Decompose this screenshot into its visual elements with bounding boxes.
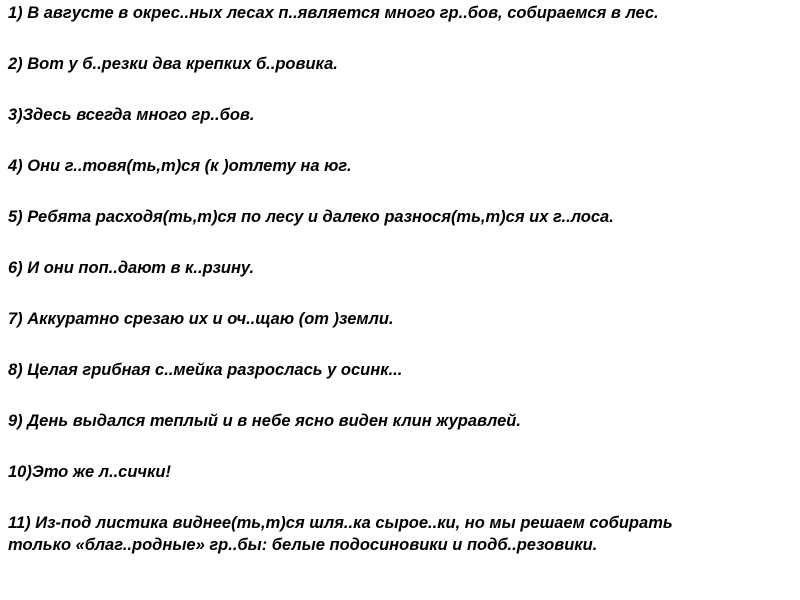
sentence-7: 7) Аккуратно срезаю их и оч..щаю (от )земли. (8, 310, 394, 328)
sentence-8: 8) Целая грибная с..мейка разрослась у осинк... (8, 361, 403, 379)
sentence-3: 3)Здесь всегда много гр..бов. (8, 106, 255, 124)
sentence-10: 10)Это же л..сички! (8, 463, 171, 481)
sentence-5: 5) Ребята расходя(ть,т)ся по лесу и далеко разнося(ть,т)ся их г..лоса. (8, 208, 614, 226)
sentence-6: 6) И они поп..дают в к..рзину. (8, 259, 255, 277)
sentence-11-line-2: только «благ..родные» гр..бы: белые подосиновики и подб..резовики. (8, 536, 598, 554)
sentence-11-line-1: 11) Из-под листика виднее(ть,т)ся шля..ка сырое..ки, но мы решаем собирать (8, 514, 673, 532)
sentence-2: 2) Вот у б..резки два крепких б..ровика. (8, 55, 338, 73)
sentence-1: 1) В августе в окрес..ных лесах п..является много гр..бов, собираемся в лес. (8, 4, 659, 22)
sentence-4: 4) Они г..товя(ть,т)ся (к )отлету на юг. (8, 157, 352, 175)
sentence-9: 9) День выдался теплый и в небе ясно виден клин журавлей. (8, 412, 521, 430)
sentence-11 (8, 512, 792, 556)
